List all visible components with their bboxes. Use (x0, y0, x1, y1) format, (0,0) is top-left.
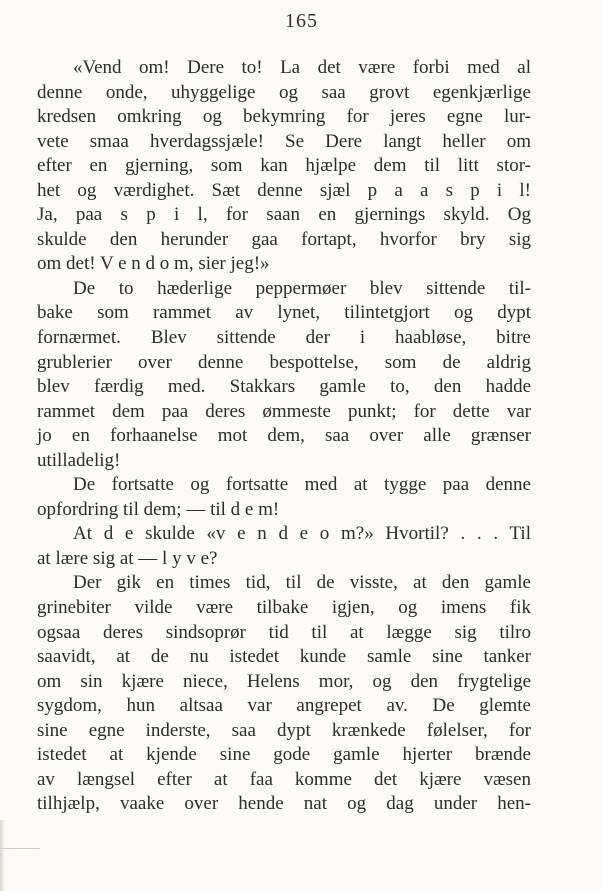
text-line: De fortsatte og fortsatte med at tygge paa denne (73, 474, 531, 496)
text-line: istedet at kjende sine gode gamle hjerter brænde (37, 744, 531, 766)
text-line: jo en forhaanelse mot dem, saa over alle grænser (37, 425, 531, 447)
page-edge-rule (0, 848, 40, 849)
text-line: om det! V e n d o m, sier jeg!» (37, 253, 270, 275)
text-line: tilhjælp, vaake over hende nat og dag under hen- (37, 793, 531, 815)
text-line: blev færdig med. Stakkars gamle to, den hadde (37, 376, 531, 398)
text-line: Ja, paa s p i l, for saan en gjernings skyld. Og (37, 204, 531, 226)
text-line: De to hæderlige peppermøer blev sittende til- (73, 277, 531, 299)
text-line: vete smaa hverdagssjæle! Se Dere langt heller om (37, 130, 531, 152)
text-line: fornærmet. Blev sittende der i haabløse, bitre (37, 327, 531, 349)
text-line: bake som rammet av lynet, tilintetgjort og dypt (37, 302, 531, 324)
text-line: skulde den herunder gaa fortapt, hvorfor bry sig (37, 228, 531, 250)
text-line: ogsaa deres sindsoprør tid til at lægge sig tilro (37, 621, 531, 643)
text-line: sygdom, hun altsaa var angrepet av. De glemte (37, 695, 531, 717)
text-line: av længsel efter at faa komme det kjære væsen (37, 768, 531, 790)
text-line: grublerier over denne bespottelse, som de aldrig (37, 351, 531, 373)
text-line: sine egne inderste, saa dypt krænkede følelser, for (37, 719, 531, 741)
text-line: Der gik en times tid, til de visste, at den gamle (73, 572, 531, 594)
text-line: saavidt, at de nu istedet kunde samle sine tanker (37, 646, 531, 668)
text-line: denne onde, uhyggelige og saa grovt egenkjærlige (37, 81, 531, 103)
text-line: opfordring til dem; — til d e m! (37, 498, 280, 520)
text-line: om sin kjære niece, Helens mor, og den frygtelige (37, 670, 531, 692)
text-line: rammet dem paa deres ømmeste punkt; for dette var (37, 400, 531, 422)
page-edge-shadow (0, 820, 5, 891)
text-line: kredsen omkring og bekymring for jeres egne lur- (37, 106, 531, 128)
text-line: efter en gjerning, som kan hjælpe dem til litt stor- (37, 155, 531, 177)
text-line: At d e skulde «v e n d e o m?» Hvortil? . . . Til (73, 523, 531, 545)
text-line: «Vend om! Dere to! La det være forbi med al (73, 57, 531, 78)
text-line: grinebiter vilde være tilbake igjen, og imens fik (37, 597, 531, 619)
text-line: utilladelig! (37, 449, 121, 471)
page-number: 165 (285, 10, 318, 32)
text-line: at lære sig at — l y v e? (37, 547, 218, 569)
body-text (37, 56, 531, 817)
text-line: het og værdighet. Sæt denne sjæl p a a s p i l! (37, 179, 531, 201)
